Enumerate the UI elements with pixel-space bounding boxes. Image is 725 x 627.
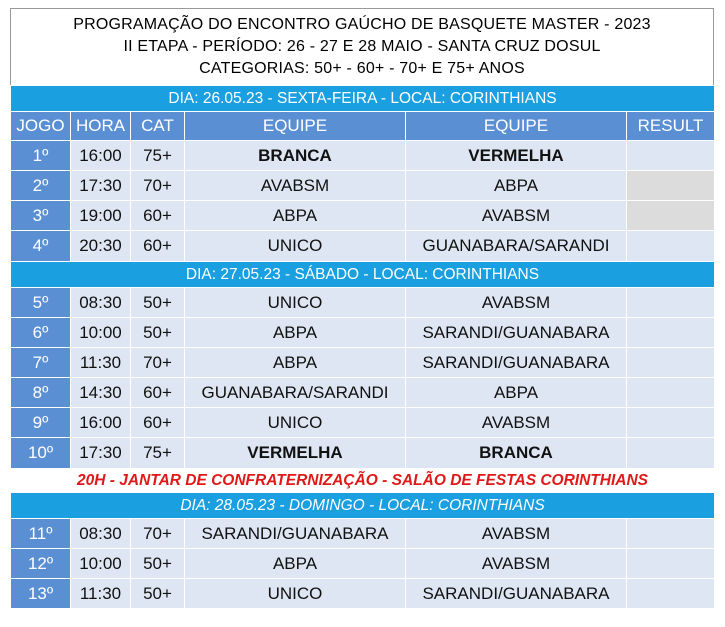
column-result: RESULT [627,112,715,141]
game-number: 8º [11,378,71,408]
header-categories: CATEGORIAS: 50+ - 60+ - 70+ E 75+ ANOS [199,60,525,77]
team-2: BRANCA [406,438,627,469]
team-2: GUANABARA/SARANDI [406,231,627,262]
game-category: 70+ [131,171,185,201]
game-row [11,408,715,438]
dinner-note: 20H - JANTAR DE CONFRATERNIZAÇÃO - SALÃO DE FESTAS CORINTHIANS [11,469,715,493]
game-time: 08:30 [71,519,131,549]
day-label: DIA: 27.05.23 - SÁBADO - LOCAL: CORINTHIANS [11,262,715,288]
header-stage: II ETAPA - PERÍODO: 26 - 27 E 28 MAIO - SANTA CRUZ DOSUL [123,38,601,55]
result-cell[interactable] [627,318,715,348]
game-category: 60+ [131,378,185,408]
game-row [11,438,715,469]
game-row [11,579,715,609]
team-2: AVABSM [406,408,627,438]
column-equipe-2: EQUIPE [406,112,627,141]
column-hora: HORA [71,112,131,141]
game-number: 3º [11,201,71,231]
team-1: UNICO [185,408,406,438]
game-time: 10:00 [71,318,131,348]
game-category: 75+ [131,438,185,469]
result-cell[interactable] [627,141,715,171]
game-category: 50+ [131,318,185,348]
game-time: 10:00 [71,549,131,579]
result-cell[interactable] [627,549,715,579]
game-time: 16:00 [71,141,131,171]
game-row [11,348,715,378]
result-cell[interactable] [627,378,715,408]
game-category: 60+ [131,201,185,231]
game-number: 9º [11,408,71,438]
team-2: ABPA [406,378,627,408]
column-cat: CAT [131,112,185,141]
day-row [11,493,715,519]
day-label: DIA: 28.05.23 - DOMINGO - LOCAL: CORINTHIANS [11,493,715,519]
game-number: 6º [11,318,71,348]
team-2: AVABSM [406,519,627,549]
team-2: SARANDI/GUANABARA [406,348,627,378]
game-time: 11:30 [71,579,131,609]
result-cell[interactable] [627,408,715,438]
schedule-sheet [10,8,714,609]
game-row [11,231,715,262]
game-number: 7º [11,348,71,378]
team-1: UNICO [185,288,406,318]
game-time: 17:30 [71,438,131,469]
game-category: 70+ [131,348,185,378]
game-time: 14:30 [71,378,131,408]
game-category: 60+ [131,231,185,262]
team-1: UNICO [185,231,406,262]
game-number: 11º [11,519,71,549]
game-number: 1º [11,141,71,171]
game-category: 50+ [131,549,185,579]
day-label: DIA: 26.05.23 - SEXTA-FEIRA - LOCAL: CORINTHIANS [11,86,715,112]
team-2: AVABSM [406,288,627,318]
game-time: 08:30 [71,288,131,318]
schedule-table [10,85,715,609]
game-row [11,549,715,579]
game-time: 16:00 [71,408,131,438]
team-1: GUANABARA/SARANDI [185,378,406,408]
game-row [11,141,715,171]
team-2: AVABSM [406,549,627,579]
team-1: VERMELHA [185,438,406,469]
result-cell[interactable] [627,201,715,231]
team-1: ABPA [185,549,406,579]
game-row [11,288,715,318]
team-2: AVABSM [406,201,627,231]
game-number: 10º [11,438,71,469]
column-equipe-1: EQUIPE [185,112,406,141]
game-time: 19:00 [71,201,131,231]
team-1: BRANCA [185,141,406,171]
header-title: PROGRAMAÇÃO DO ENCONTRO GAÚCHO DE BASQUETE MASTER - 2023 [73,16,651,33]
game-category: 75+ [131,141,185,171]
team-1: ABPA [185,201,406,231]
result-cell[interactable] [627,288,715,318]
team-1: AVABSM [185,171,406,201]
team-2: VERMELHA [406,141,627,171]
result-cell[interactable] [627,348,715,378]
game-category: 50+ [131,579,185,609]
game-time: 20:30 [71,231,131,262]
column-jogo: JOGO [11,112,71,141]
game-number: 2º [11,171,71,201]
game-row [11,519,715,549]
team-1: SARANDI/GUANABARA [185,519,406,549]
result-cell[interactable] [627,231,715,262]
game-category: 60+ [131,408,185,438]
result-cell[interactable] [627,171,715,201]
game-time: 17:30 [71,171,131,201]
day-row [11,86,715,112]
team-1: ABPA [185,318,406,348]
dinner-note-row [11,469,715,493]
game-number: 13º [11,579,71,609]
game-number: 12º [11,549,71,579]
team-2: SARANDI/GUANABARA [406,579,627,609]
game-row [11,318,715,348]
game-row [11,378,715,408]
column-header-row [11,112,715,141]
game-row [11,201,715,231]
result-cell[interactable] [627,438,715,469]
game-number: 4º [11,231,71,262]
game-category: 50+ [131,288,185,318]
result-cell[interactable] [627,579,715,609]
day-row [11,262,715,288]
game-category: 70+ [131,519,185,549]
team-1: UNICO [185,579,406,609]
team-1: ABPA [185,348,406,378]
result-cell[interactable] [627,519,715,549]
game-row [11,171,715,201]
team-2: ABPA [406,171,627,201]
game-time: 11:30 [71,348,131,378]
team-2: SARANDI/GUANABARA [406,318,627,348]
schedule-header [10,8,714,85]
game-number: 5º [11,288,71,318]
